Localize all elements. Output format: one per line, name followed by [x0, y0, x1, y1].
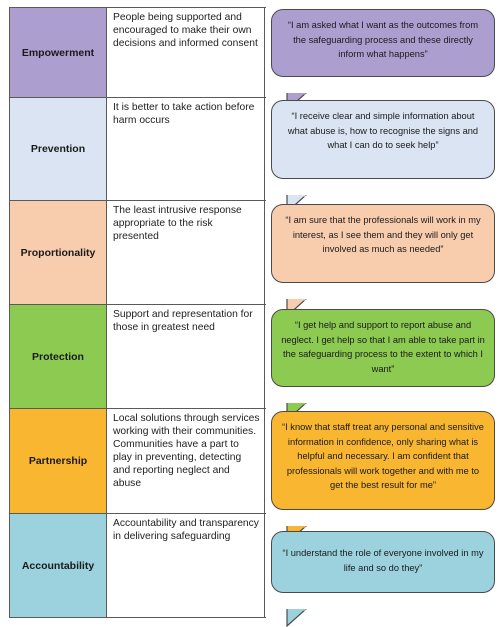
principle-description-proportionality: The least intrusive response appropriate to the risk presented: [107, 201, 265, 304]
quote-text-partnership: “I know that staff treat any personal and sensitive information in confidence, only sharing what is helpful and necessary. I am confident that professionals will work together and with me to get the best result for me”: [282, 422, 484, 490]
principle-description-empowerment: People being supported and encouraged to make their own decisions and informed consent: [107, 8, 265, 97]
principle-description-prevention: It is better to take action before harm occurs: [107, 98, 265, 200]
row-accountability: [10, 514, 266, 618]
quote-text-empowerment: “I am asked what I want as the outcomes from the safeguarding process and these directly inform what happens”: [287, 20, 479, 59]
quote-text-prevention: “I receive clear and simple information about what abuse is, how to recognise the signs and what I can do to seek help”: [287, 111, 479, 150]
row-partnership: [10, 409, 266, 514]
principle-label-proportionality: Proportionality: [10, 201, 107, 304]
row-prevention: [10, 98, 266, 201]
quote-bubble-partnership: [271, 411, 495, 510]
quote-bubble-proportionality: [271, 204, 495, 283]
row-proportionality: [10, 201, 266, 305]
principles-table: [9, 7, 266, 618]
principle-label-protection: Protection: [10, 305, 107, 408]
quote-bubble-prevention: [271, 100, 495, 179]
principle-description-protection: Support and representation for those in greatest need: [107, 305, 265, 408]
quote-bubble-empowerment: [271, 9, 495, 77]
row-protection: [10, 305, 266, 409]
quote-bubble-accountability: [271, 531, 495, 593]
quote-text-protection: “I get help and support to report abuse and neglect. I get help so that I am able to take part in the safeguarding process to the extent to which I want”: [281, 320, 485, 374]
principle-label-partnership: Partnership: [10, 409, 107, 513]
principle-description-partnership: Local solutions through services working with their communities. Communities have a part to play in preventing, detecting and reporting neglect and abuse: [107, 409, 265, 513]
principle-label-empowerment: Empowerment: [10, 8, 107, 97]
principle-label-prevention: Prevention: [10, 98, 107, 200]
quote-bubble-protection: [271, 309, 495, 387]
quote-text-accountability: “I understand the role of everyone involved in my life and so do they”: [282, 548, 484, 573]
principle-description-accountability: Accountability and transparency in delivering safeguarding: [107, 514, 265, 617]
principle-label-accountability: Accountability: [10, 514, 107, 617]
row-empowerment: [10, 8, 266, 98]
quote-text-proportionality: “I am sure that the professionals will work in my interest, as I see them and they will only get involved as much as needed”: [285, 215, 481, 254]
